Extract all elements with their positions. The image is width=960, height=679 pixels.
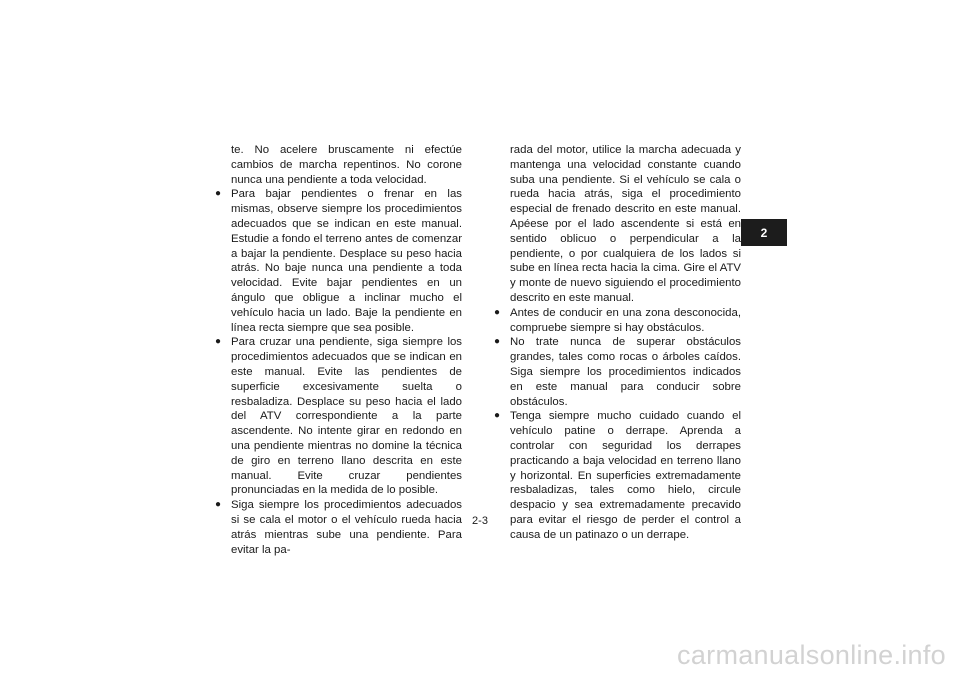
bullet-icon: ●	[494, 306, 501, 318]
bullet-icon: ●	[215, 188, 222, 200]
bullet-paragraph: ● Tenga siempre mucho cuidado cuando el vehículo patine o derrape. Aprenda a controlar con seguridad los derrapes practicando a baja velocidad en terreno llano y horizontal. En superficies extremadamente resbaladizas, tales como hielo, circule despacio y sea extremadamente precavido para evitar el riesgo de perder el control a causa de un patinazo o un derrape.	[494, 410, 741, 541]
paragraph: te. No acelere bruscamente ni efectúe cambios de marcha repentinos. No corone nunca una pendiente a toda velocidad.	[231, 144, 462, 186]
bullet-icon: ●	[494, 336, 501, 348]
chapter-tab: 2	[741, 219, 787, 246]
watermark: carmanualsonline.info	[677, 640, 946, 670]
right-text-column	[493, 143, 741, 543]
bullet-paragraph: ● Antes de conducir en una zona desconocida, compruebe siempre si hay obstáculos.	[494, 306, 741, 334]
bullet-paragraph: ● Siga siempre los procedimientos adecuados si se cala el motor o el vehículo rueda hacia atrás mientras sube una pendiente. Para evitar la pa-	[215, 499, 462, 556]
bullet-paragraph: ● No trate nunca de superar obstáculos grandes, tales como rocas o árboles caídos. Siga siempre los procedimientos indicados en este manual para conducir sobre obstáculos.	[494, 336, 741, 408]
bullet-icon: ●	[494, 410, 501, 422]
bullet-paragraph: ● Para bajar pendientes o frenar en las mismas, observe siempre los procedimientos adecuados que se indican en este manual. Estudie a fondo el terreno antes de comenzar a bajar la pendiente. Desplace su peso hacia atrás. No baje nunca una pendiente a toda velocidad. Evite bajar pendientes en un ángulo que obligue a inclinar mucho el vehículo hacia un lado. Baje la pendiente en línea recta siempre que sea posible.	[215, 188, 462, 334]
page-number: 2-3	[472, 515, 488, 527]
left-text-column	[214, 143, 462, 557]
bullet-icon: ●	[215, 499, 222, 511]
bullet-icon: ●	[215, 336, 222, 348]
bullet-paragraph: ● Para cruzar una pendiente, siga siempre los procedimientos adecuados que se indican en este manual. Evite las pendientes de superficie excesivamente suelta o resbaladiza. Desplace su peso hacia el lado del ATV correspondiente a la parte ascendente. No intente girar en redondo en una pendiente mientras no domine la técnica de giro en terreno llano descrita en este manual. Evite cruzar pendientes pronunciadas en la medida de lo posible.	[215, 336, 462, 497]
paragraph: rada del motor, utilice la marcha adecuada y mantenga una velocidad constante cuando suba una pendiente. Si el vehículo se cala o rueda hacia atrás, siga el procedimiento especial de frenado descrito en este manual. Apéese por el lado ascendente si está en sentido oblicuo o perpendicular a la pendiente, o por cualquiera de los lados si sube en línea recta hacia la cima. Gire el ATV y monte de nuevo siguiendo el procedimiento descrito en este manual.	[510, 144, 741, 304]
